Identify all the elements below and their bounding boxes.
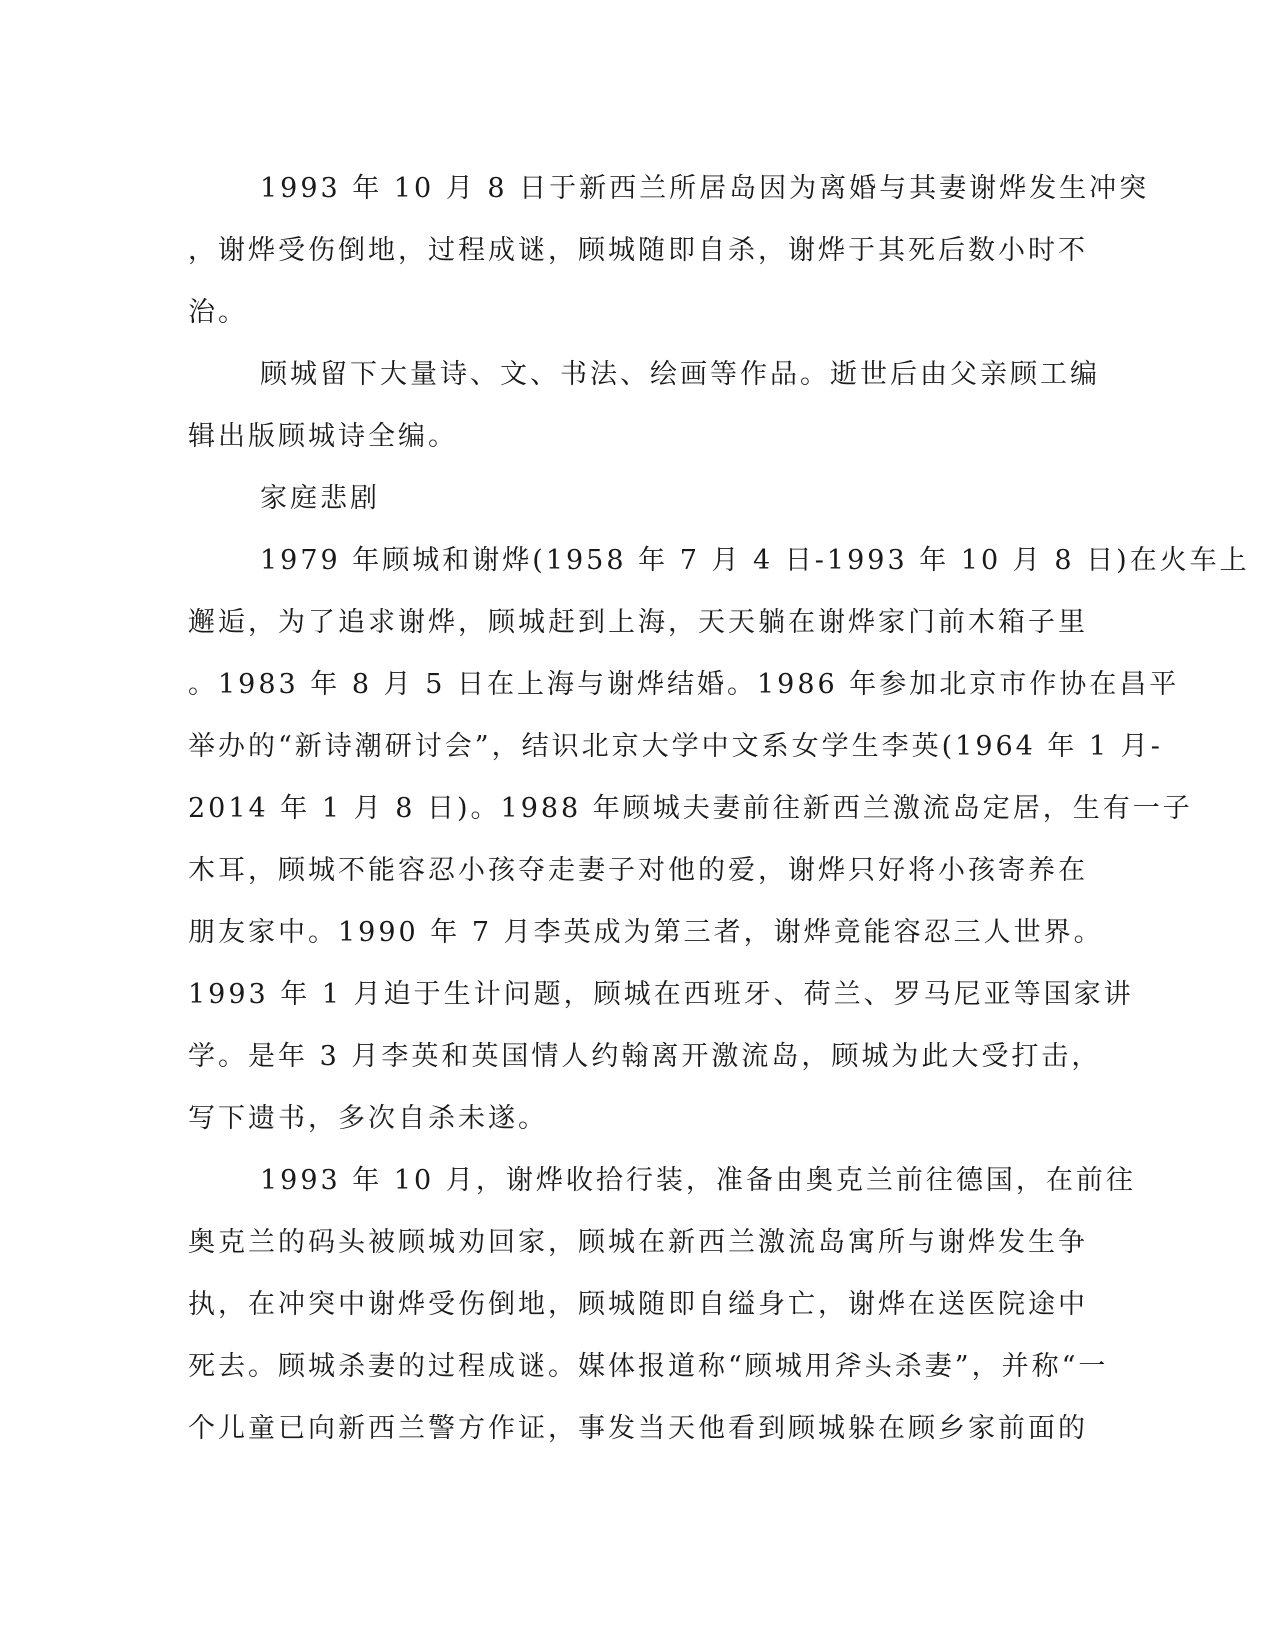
document-body [188,158,1250,1460]
text-line: 邂逅，为了追求谢烨，顾城赶到上海，天天躺在谢烨家门前木箱子里 [188,607,1088,638]
text-line: 奥克兰的码头被顾城劝回家，顾城在新西兰激流岛寓所与谢烨发生争 [188,1227,1088,1258]
text-line: 。1983 年 8 月 5 日在上海与谢烨结婚。1986 年参加北京市作协在昌平 [188,669,1180,700]
text-line: 1993 年 10 月，谢烨收拾行装，准备由奥克兰前往德国，在前往 [260,1165,1136,1196]
text-line: 死去。顾城杀妻的过程成谜。媒体报道称“顾城用斧头杀妻”，并称“一 [188,1351,1109,1382]
text-line: ，谢烨受伤倒地，过程成谜，顾城随即自杀，谢烨于其死后数小时不 [188,235,1088,266]
text-line: 辑出版顾城诗全编。 [188,421,458,452]
text-line: 朋友家中。1990 年 7 月李英成为第三者，谢烨竟能容忍三人世界。 [188,917,1104,948]
text-line: 2014 年 1 月 8 日)。1988 年顾城夫妻前往新西兰激流岛定居，生有一子 [188,793,1193,824]
text-line: 顾城留下大量诗、文、书法、绘画等作品。逝世后由父亲顾工编 [260,359,1100,390]
text-line: 1993 年 1 月迫于生计问题，顾城在西班牙、荷兰、罗马尼亚等国家讲 [188,979,1134,1010]
text-line: 执，在冲突中谢烨受伤倒地，顾城随即自缢身亡，谢烨在送医院途中 [188,1289,1088,1320]
text-line: 木耳，顾城不能容忍小孩夺走妻子对他的爱，谢烨只好将小孩寄养在 [188,855,1088,886]
text-line: 1993 年 10 月 8 日于新西兰所居岛因为离婚与其妻谢烨发生冲突 [260,173,1150,204]
text-line: 家庭悲剧 [260,483,380,514]
text-line: 写下遗书，多次自杀未遂。 [188,1103,548,1134]
text-line: 学。是年 3 月李英和英国情人约翰离开激流岛，顾城为此大受打击， [188,1041,1102,1072]
text-line: 举办的“新诗潮研讨会”，结识北京大学中文系女学生李英(1964 年 1 月- [188,731,1163,762]
text-line: 个儿童已向新西兰警方作证，事发当天他看到顾城躲在顾乡家前面的 [188,1413,1088,1444]
text-line: 治。 [188,297,248,328]
text-line: 1979 年顾城和谢烨(1958 年 7 月 4 日-1993 年 10 月 8 日)在火车上 [260,545,1250,576]
